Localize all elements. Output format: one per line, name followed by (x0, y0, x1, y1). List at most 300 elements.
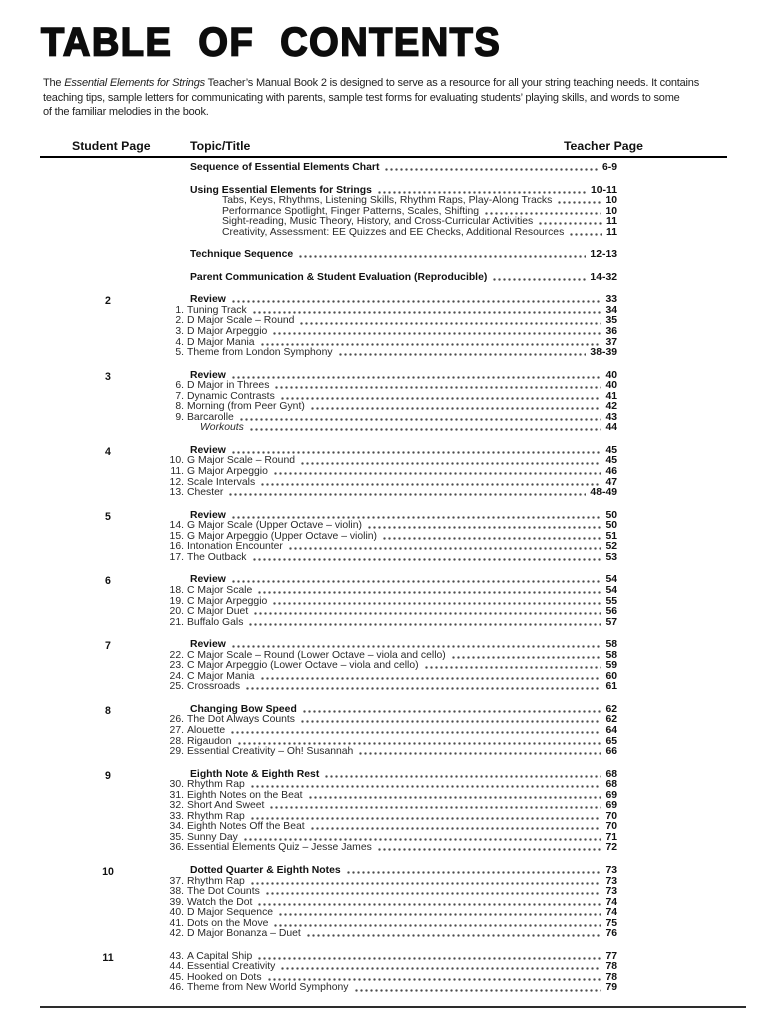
dotted-leader (346, 870, 602, 875)
toc-entry-row (40, 887, 617, 898)
toc-entry-row (40, 715, 617, 726)
student-page-number: 5 (105, 510, 111, 523)
dotted-leader (252, 310, 602, 315)
entry-title: Tuning Track (187, 304, 247, 316)
dotted-leader (298, 254, 586, 259)
entry-title: Review (190, 294, 226, 306)
dotted-leader (237, 741, 602, 746)
toc-entry-row (40, 586, 617, 597)
entry-title: G Major Scale (Upper Octave – violin) (187, 520, 362, 532)
toc-entry-row (40, 908, 617, 919)
dotted-leader (384, 167, 598, 172)
toc-entry-row (40, 542, 617, 553)
teacher-page-number: 10 (605, 195, 617, 207)
toc-entry-row (40, 306, 617, 317)
toc-entry-row (40, 423, 617, 434)
teacher-page-number: 12-13 (590, 249, 617, 261)
teacher-page-number: 45 (605, 455, 617, 467)
dotted-leader (424, 665, 602, 670)
toc-section (40, 866, 617, 940)
teacher-page-number: 50 (605, 520, 617, 532)
toc-front-matter-group (40, 163, 617, 174)
entry-number: 44. (169, 961, 184, 973)
entry-number: 11. (170, 466, 184, 478)
intro-line: of the familiar melodies in the book. (43, 106, 209, 119)
toc-entry-row (40, 392, 617, 403)
dotted-leader (299, 321, 601, 326)
dotted-leader (250, 881, 602, 886)
toc-entry-row (40, 983, 617, 994)
entry-number: 4. (175, 336, 184, 348)
book-series-title: Essential Elements for Strings (64, 77, 205, 89)
intro-line: The Essential Elements for Strings Teacher’s Manual Book 2 is designed to serve as a resource for all your string teaching needs. It contains (43, 77, 700, 89)
entry-number: 42. (169, 928, 184, 940)
entry-number: 7. (175, 390, 184, 402)
toc-entry-row (40, 327, 617, 338)
dotted-leader (302, 709, 602, 714)
entry-title: Eighth Notes on the Beat (187, 789, 303, 801)
dotted-leader (538, 221, 602, 226)
dotted-leader (252, 557, 602, 562)
toc-entry-row (40, 952, 617, 963)
toc-entry-row (40, 413, 617, 424)
teacher-page-number: 43 (605, 411, 617, 423)
entry-number: 25. (169, 681, 184, 693)
entry-title: D Major Scale – Round (187, 315, 295, 327)
teacher-page-number: 41 (605, 390, 617, 402)
entry-title: Scale Intervals (187, 476, 256, 488)
toc-entry-row (40, 801, 617, 812)
dotted-leader (245, 686, 601, 691)
entry-title: D Major in Threes (187, 380, 270, 392)
dotted-leader (250, 784, 602, 789)
entry-title: Review (190, 444, 226, 456)
entry-title: Barcarolle (187, 411, 234, 423)
teacher-page-number: 40 (605, 380, 617, 392)
student-page-number: 9 (105, 769, 111, 782)
teacher-page-number: 65 (605, 735, 617, 747)
bottom-rule (40, 1006, 746, 1008)
entry-number: 21. (169, 616, 184, 628)
toc-entry-row (40, 812, 617, 823)
toc-entry-row (40, 672, 617, 683)
teacher-page-number: 6-9 (601, 162, 617, 173)
entry-title: Creativity, Assessment: EE Quizzes and EE Checks, Additional Resources (222, 226, 565, 238)
teacher-page-number: 78 (605, 971, 617, 983)
entry-title: Essential Elements Quiz – Jesse James (187, 842, 372, 854)
toc-heading-row (40, 371, 617, 382)
dotted-leader (231, 515, 602, 520)
entry-title: A Capital Ship (187, 950, 253, 962)
teacher-page-number: 55 (605, 595, 617, 607)
entry-title: Rhythm Rap (187, 875, 245, 887)
toc-heading-row (40, 250, 617, 261)
entry-title: C Major Arpeggio (187, 595, 268, 607)
entry-number: 9. (175, 411, 184, 423)
dotted-leader (260, 342, 602, 347)
entry-title: Dotted Quarter & Eighth Notes (190, 864, 341, 876)
student-page-number: 6 (105, 575, 111, 588)
toc-entry-row (40, 381, 617, 392)
toc-entry-row (40, 597, 617, 608)
entry-number: 14. (169, 520, 184, 532)
dotted-leader (310, 826, 602, 831)
entry-number: 10. (169, 455, 184, 467)
intro-line: teaching tips, sample letters for communicating with parents, sample test forms for evaluating students’ playing skills, and words to some (43, 91, 680, 104)
entry-title: Short And Sweet (187, 800, 265, 812)
entry-title: Changing Bow Speed (190, 703, 297, 715)
entry-title: Theme from London Symphony (187, 347, 333, 359)
entry-number: 12. (169, 476, 184, 488)
entry-title: Dots on the Move (187, 917, 269, 929)
dotted-leader (278, 912, 601, 917)
teacher-page-number: 38-39 (590, 347, 617, 359)
dotted-leader (260, 482, 601, 487)
entry-title: C Major Scale (187, 584, 253, 596)
entry-number: 1. (175, 304, 184, 316)
entry-number: 38. (169, 886, 184, 898)
teacher-page-number: 36 (605, 326, 617, 338)
teacher-page-number: 35 (605, 315, 617, 327)
student-page-number: 7 (105, 640, 111, 653)
toc-entry-row (40, 898, 617, 909)
teacher-page-number: 45 (605, 444, 617, 456)
teacher-page-number: 73 (605, 875, 617, 887)
toc-entry-row (40, 532, 617, 543)
toc-entry-row (40, 747, 617, 758)
entry-title: Crossroads (187, 681, 241, 693)
entry-title: G Major Arpeggio (Upper Octave – violin) (187, 530, 377, 542)
teacher-page-number: 75 (605, 917, 617, 929)
teacher-page-number: 14-32 (590, 271, 617, 283)
toc-front-matter-group (40, 250, 617, 261)
entry-title: Review (190, 574, 226, 586)
dotted-leader (231, 450, 602, 455)
toc-entry-row (40, 661, 617, 672)
entry-title: Review (190, 639, 226, 651)
toc-section (40, 446, 617, 499)
teacher-page-number: 42 (605, 401, 617, 413)
toc-section (40, 705, 617, 758)
teacher-page-number: 78 (605, 961, 617, 973)
teacher-page-number: 77 (605, 950, 617, 962)
teacher-page-number: 37 (605, 336, 617, 348)
entry-title: Hooked on Dots (187, 971, 262, 983)
dotted-leader (300, 719, 601, 724)
teacher-page-number: 76 (605, 928, 617, 940)
teacher-page-number: 69 (605, 789, 617, 801)
teacher-page-number: 11 (606, 226, 617, 238)
toc-heading-row (40, 770, 617, 781)
toc-entry-row (40, 316, 617, 327)
dotted-leader (269, 805, 601, 810)
toc-section (40, 952, 617, 994)
entry-number: 15. (169, 530, 184, 542)
toc-entry-row (40, 467, 617, 478)
toc-heading-row (40, 163, 617, 174)
toc-entry-row (40, 780, 617, 791)
toc-heading-row (40, 295, 617, 306)
teacher-page-number: 51 (605, 530, 617, 542)
toc-section (40, 770, 617, 854)
entry-number: 6. (175, 380, 184, 392)
student-page-number: 8 (105, 704, 111, 717)
toc-entry-row (40, 607, 617, 618)
teacher-page-number: 70 (605, 810, 617, 822)
toc-entry-row (40, 348, 617, 359)
dotted-leader (248, 622, 601, 627)
dotted-leader (267, 977, 602, 982)
entry-number: 17. (169, 551, 184, 563)
toc-entry-row (40, 478, 617, 489)
entry-title: D Major Mania (187, 336, 255, 348)
entry-title: Using Essential Elements for Strings (190, 184, 372, 196)
teacher-page-number: 62 (605, 703, 617, 715)
entry-title: C Major Arpeggio (Lower Octave – viola and cello) (187, 660, 419, 672)
teacher-page-number: 11 (606, 216, 617, 228)
dotted-leader (382, 536, 601, 541)
teacher-page-number: 79 (605, 982, 617, 994)
dotted-leader (377, 190, 587, 195)
dotted-leader (231, 299, 602, 304)
entry-number: 13. (169, 487, 184, 499)
dotted-leader (249, 427, 602, 432)
entry-title: Sight-reading, Music Theory, History, and Cross-Curricular Activities (222, 216, 534, 228)
toc-section (40, 371, 617, 434)
toc-entry-row (40, 618, 617, 629)
teacher-page-number: 59 (605, 660, 617, 672)
toc-entry-row (40, 843, 617, 854)
toc-heading-row (40, 866, 617, 877)
teacher-page-number: 50 (605, 509, 617, 521)
toc-entry-row (40, 726, 617, 737)
dotted-leader (257, 956, 601, 961)
entry-number: 22. (169, 649, 184, 661)
student-page-number: 2 (105, 295, 111, 308)
entry-number: 34. (169, 821, 184, 833)
teacher-page-number: 10 (605, 205, 617, 217)
column-header-student-page: Student Page (72, 139, 151, 153)
entry-number: 28. (169, 735, 184, 747)
dotted-leader (231, 375, 602, 380)
toc-heading-row (40, 705, 617, 716)
dotted-leader (260, 676, 602, 681)
entry-title: The Dot Counts (187, 886, 260, 898)
dotted-leader (228, 492, 586, 497)
entry-title: Sequence of Essential Elements Chart (190, 162, 380, 173)
toc-entry-row (40, 791, 617, 802)
dotted-leader (306, 933, 602, 938)
entry-title: Essential Creativity – Oh! Susannah (187, 746, 354, 758)
teacher-page-number: 62 (605, 714, 617, 726)
teacher-page-number: 74 (605, 907, 617, 919)
dotted-leader (273, 471, 602, 476)
entry-title: Morning (from Peer Gynt) (187, 401, 305, 413)
entry-number: 19. (169, 595, 184, 607)
teacher-page-number: 54 (605, 584, 617, 596)
entry-number: 2. (175, 315, 184, 327)
dotted-leader (367, 525, 601, 530)
toc-entry-row (40, 228, 617, 239)
teacher-page-number: 10-11 (590, 184, 617, 196)
teacher-page-number: 33 (605, 294, 617, 306)
entry-number: 30. (169, 779, 184, 791)
entry-number: 16. (169, 541, 184, 553)
toc-heading-row (40, 575, 617, 586)
teacher-page-number: 48-49 (590, 487, 617, 499)
toc-entry-row (40, 919, 617, 930)
student-page-number: 11 (102, 951, 114, 964)
entry-title: The Dot Always Counts (187, 714, 295, 726)
entry-title: Eighth Notes Off the Beat (187, 821, 305, 833)
toc-entry-row (40, 962, 617, 973)
dotted-leader (354, 988, 602, 993)
teacher-page-number: 40 (605, 369, 617, 381)
dotted-leader (243, 837, 602, 842)
entry-title: Eighth Note & Eighth Rest (190, 768, 320, 780)
toc-section (40, 295, 617, 358)
teacher-page-number: 52 (605, 541, 617, 553)
entry-title: Workouts (200, 422, 244, 434)
entry-title: Rhythm Rap (187, 810, 245, 822)
toc-entry-row (40, 877, 617, 888)
entry-title: G Major Arpeggio (187, 466, 268, 478)
column-header-row (40, 136, 727, 158)
entry-title: Chester (187, 487, 224, 499)
dotted-leader (280, 396, 602, 401)
toc-heading-row (40, 273, 617, 284)
entry-number: 18. (169, 584, 184, 596)
entry-title: Tabs, Keys, Rhythms, Listening Skills, Rhythm Raps, Play-Along Tracks (222, 195, 553, 207)
entry-number: 40. (169, 907, 184, 919)
dotted-leader (310, 406, 602, 411)
toc-heading-row (40, 446, 617, 457)
dotted-leader (557, 200, 601, 205)
teacher-page-number: 56 (605, 606, 617, 618)
toc-body (40, 163, 617, 994)
teacher-page-number: 71 (605, 831, 617, 843)
entry-title: C Major Scale – Round (Lower Octave – viola and cello) (187, 649, 446, 661)
dotted-leader (484, 211, 601, 216)
intro-paragraph (43, 76, 743, 120)
entry-number: 23. (169, 660, 184, 672)
entry-number: 5. (175, 347, 184, 359)
dotted-leader (253, 611, 601, 616)
teacher-page-number: 66 (605, 746, 617, 758)
page-title: TABLE OF CONTENTS (41, 21, 502, 65)
entry-title: Buffalo Gals (187, 616, 244, 628)
dotted-leader (338, 352, 587, 357)
teacher-page-number: 72 (605, 842, 617, 854)
toc-section (40, 575, 617, 628)
entry-title: Parent Communication & Student Evaluation (Reproducible) (190, 271, 488, 283)
toc-front-matter-group (40, 186, 617, 239)
teacher-page-number: 61 (605, 681, 617, 693)
entry-title: Dynamic Contrasts (187, 390, 275, 402)
entry-number: 26. (169, 714, 184, 726)
entry-number: 27. (169, 724, 184, 736)
dotted-leader (358, 751, 601, 756)
dotted-leader (272, 601, 601, 606)
entry-number: 45. (169, 971, 184, 983)
toc-section (40, 511, 617, 564)
teacher-page-number: 64 (605, 724, 617, 736)
dotted-leader (257, 902, 601, 907)
student-page-number: 10 (102, 865, 114, 878)
entry-title: Sunny Day (187, 831, 238, 843)
entry-title: C Major Duet (187, 606, 249, 618)
dotted-leader (274, 385, 601, 390)
dotted-leader (231, 644, 602, 649)
student-page-number: 4 (105, 445, 111, 458)
entry-title: G Major Scale – Round (187, 455, 296, 467)
teacher-page-number: 60 (605, 670, 617, 682)
entry-title: Essential Creativity (187, 961, 276, 973)
entry-title: Performance Spotlight, Finger Patterns, Scales, Shifting (222, 205, 480, 217)
entry-number: 39. (169, 896, 184, 908)
toc-section (40, 640, 617, 693)
toc-entry-row (40, 553, 617, 564)
dotted-leader (250, 816, 602, 821)
entry-number: 29. (169, 746, 184, 758)
entry-title: Watch the Dot (187, 896, 253, 908)
entry-number: 41. (169, 917, 184, 929)
entry-number: 3. (175, 326, 184, 338)
toc-entry-row (40, 929, 617, 940)
entry-title: Intonation Encounter (187, 541, 283, 553)
entry-number: 32. (169, 800, 184, 812)
entry-title: D Major Bonanza – Duet (187, 928, 301, 940)
entry-number: 36. (169, 842, 184, 854)
entry-number: 37. (169, 875, 184, 887)
teacher-page-number: 46 (605, 466, 617, 478)
teacher-page-number: 47 (605, 476, 617, 488)
entry-number: 43. (169, 950, 184, 962)
dotted-leader (300, 461, 601, 466)
entry-number: 31. (169, 789, 184, 801)
toc-entry-row (40, 402, 617, 413)
dotted-leader (265, 891, 602, 896)
teacher-page-number: 58 (605, 639, 617, 651)
entry-number: 33. (169, 810, 184, 822)
entry-number: 8. (175, 401, 184, 413)
teacher-page-number: 69 (605, 800, 617, 812)
entry-title: D Major Arpeggio (187, 326, 268, 338)
teacher-page-number: 34 (605, 304, 617, 316)
entry-title: Theme from New World Symphony (187, 982, 349, 994)
entry-title: The Outback (187, 551, 247, 563)
entry-title: C Major Mania (187, 670, 255, 682)
dotted-leader (231, 579, 602, 584)
dotted-leader (569, 232, 602, 237)
teacher-page-number: 68 (605, 768, 617, 780)
dotted-leader (239, 417, 602, 422)
entry-title: Review (190, 369, 226, 381)
dotted-leader (230, 730, 601, 735)
entry-title: Technique Sequence (190, 249, 294, 261)
entry-title: Alouette (187, 724, 226, 736)
teacher-page-number: 70 (605, 821, 617, 833)
entry-number: 35. (169, 831, 184, 843)
dotted-leader (272, 331, 601, 336)
teacher-page-number: 58 (605, 649, 617, 661)
dotted-leader (492, 277, 586, 282)
teacher-page-number: 53 (605, 551, 617, 563)
student-page-number: 3 (105, 370, 111, 383)
column-header-teacher-page: Teacher Page (563, 139, 643, 153)
toc-entry-row (40, 682, 617, 693)
column-header-topic-title: Topic/Title (190, 139, 251, 153)
